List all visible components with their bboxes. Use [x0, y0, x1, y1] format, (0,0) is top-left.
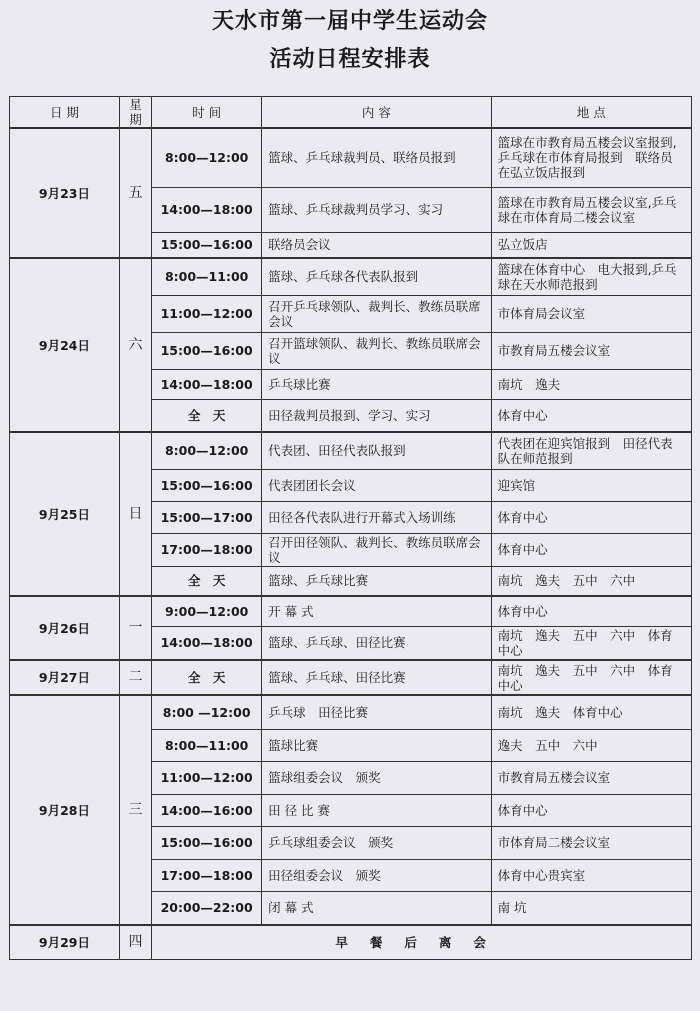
content-cell: 篮球比赛	[262, 729, 491, 761]
content-cell: 代表团团长会议	[262, 469, 491, 501]
table-header-row	[10, 97, 692, 129]
time-cell: 17:00—18:00	[152, 533, 262, 566]
content-cell: 乒乓球比赛	[262, 369, 491, 399]
document-title: 天水市第一届中学生运动会	[211, 8, 488, 34]
content-cell: 闭 幕 式	[262, 891, 491, 925]
time-cell: 11:00—12:00	[152, 295, 262, 332]
place-cell: 体育中心	[491, 533, 691, 566]
place-cell: 篮球在市教育局五楼会议室,乒乓球在市体育局二楼会议室	[491, 187, 691, 232]
place-cell: 篮球在体育中心 电大报到,乒乓球在天水师范报到	[491, 258, 691, 295]
place-cell: 体育中心	[491, 794, 691, 826]
table-row	[10, 596, 692, 626]
place-cell: 代表团在迎宾馆报到 田径代表队在师范报到	[491, 432, 691, 469]
place-cell: 体育中心贵宾室	[491, 859, 691, 891]
place-cell: 市体育局会议室	[491, 295, 691, 332]
place-cell: 市教育局五楼会议室	[491, 761, 691, 794]
header-date: 日 期	[10, 97, 120, 129]
time-cell: 14:00—18:00	[152, 626, 262, 660]
place-cell: 迎宾馆	[491, 469, 691, 501]
content-cell: 篮球、乒乓球、田径比赛	[262, 626, 491, 660]
content-cell: 召开篮球领队、裁判长、教练员联席会议	[262, 332, 491, 369]
time-cell: 17:00—18:00	[152, 859, 262, 891]
table-row	[10, 660, 692, 695]
content-cell: 田径组委会议 颁奖	[262, 859, 491, 891]
place-cell: 弘立饭店	[491, 232, 691, 258]
time-cell: 8:00—12:00	[152, 432, 262, 469]
time-cell: 15:00—16:00	[152, 826, 262, 859]
time-cell: 9:00—12:00	[152, 596, 262, 626]
content-cell: 田径各代表队进行开幕式入场训练	[262, 501, 491, 533]
time-cell: 8:00—11:00	[152, 729, 262, 761]
place-cell: 南坑 逸夫 五中 六中 体育中心	[491, 660, 691, 695]
date-cell: 9月26日	[10, 596, 120, 660]
content-cell: 篮球、乒乓球、田径比赛	[262, 660, 491, 695]
table-row	[10, 258, 692, 295]
weekday-cell: 五	[119, 128, 151, 258]
table-row	[10, 432, 692, 469]
weekday-cell: 四	[119, 925, 151, 959]
header-time: 时 间	[152, 97, 262, 129]
content-cell: 田 径 比 赛	[262, 794, 491, 826]
date-cell: 9月23日	[10, 128, 120, 258]
content-cell: 开 幕 式	[262, 596, 491, 626]
place-cell: 南坑 逸夫 五中 六中 体育中心	[491, 626, 691, 660]
time-cell: 全 天	[152, 660, 262, 695]
time-cell: 14:00—16:00	[152, 794, 262, 826]
date-cell: 9月24日	[10, 258, 120, 432]
table-row	[10, 128, 692, 187]
time-cell: 20:00—22:00	[152, 891, 262, 925]
content-cell: 篮球、乒乓球裁判员学习、实习	[262, 187, 491, 232]
place-cell: 逸夫 五中 六中	[491, 729, 691, 761]
date-cell: 9月25日	[10, 432, 120, 596]
content-cell: 召开乒乓球领队、裁判长、教练员联席会议	[262, 295, 491, 332]
weekday-cell: 二	[119, 660, 151, 695]
date-cell: 9月29日	[10, 925, 120, 959]
place-cell: 体育中心	[491, 399, 691, 432]
place-cell: 市教育局五楼会议室	[491, 332, 691, 369]
place-cell: 体育中心	[491, 596, 691, 626]
place-cell: 篮球在市教育局五楼会议室报到,乒乓球在市体育局报到 联络员在弘立饭店报到	[491, 128, 691, 187]
content-cell: 乒乓球 田径比赛	[262, 695, 491, 729]
schedule-body	[10, 128, 692, 959]
header-place: 地 点	[491, 97, 691, 129]
time-cell: 8:00 —12:00	[152, 695, 262, 729]
content-cell: 篮球组委会议 颁奖	[262, 761, 491, 794]
content-cell: 联络员会议	[262, 232, 491, 258]
date-cell: 9月27日	[10, 660, 120, 695]
weekday-cell: 三	[119, 695, 151, 925]
table-row	[10, 695, 692, 729]
place-cell: 南坑 逸夫 体育中心	[491, 695, 691, 729]
table-row	[10, 925, 692, 959]
time-cell: 15:00—17:00	[152, 501, 262, 533]
weekday-cell: 六	[119, 258, 151, 432]
place-cell: 市体育局二楼会议室	[491, 826, 691, 859]
content-cell: 代表团、田径代表队报到	[262, 432, 491, 469]
content-cell: 篮球、乒乓球裁判员、联络员报到	[262, 128, 491, 187]
content-cell: 篮球、乒乓球比赛	[262, 566, 491, 596]
date-cell: 9月28日	[10, 695, 120, 925]
place-cell: 南 坑	[491, 891, 691, 925]
time-cell: 11:00—12:00	[152, 761, 262, 794]
departure-note: 早餐后离会	[152, 925, 692, 959]
time-cell: 8:00—11:00	[152, 258, 262, 295]
content-cell: 篮球、乒乓球各代表队报到	[262, 258, 491, 295]
header-weekday: 星期	[119, 97, 151, 129]
weekday-cell: 一	[119, 596, 151, 660]
time-cell: 15:00—16:00	[152, 469, 262, 501]
document-subtitle: 活动日程安排表	[269, 46, 431, 72]
place-cell: 南坑 逸夫 五中 六中	[491, 566, 691, 596]
time-cell: 14:00—18:00	[152, 187, 262, 232]
content-cell: 田径裁判员报到、学习、实习	[262, 399, 491, 432]
time-cell: 15:00—16:00	[152, 332, 262, 369]
time-cell: 全 天	[152, 566, 262, 596]
schedule-table	[9, 96, 692, 960]
time-cell: 8:00—12:00	[152, 128, 262, 187]
time-cell: 全 天	[152, 399, 262, 432]
content-cell: 乒乓球组委会议 颁奖	[262, 826, 491, 859]
time-cell: 15:00—16:00	[152, 232, 262, 258]
place-cell: 南坑 逸夫	[491, 369, 691, 399]
header-content: 内 容	[262, 97, 491, 129]
weekday-cell: 日	[119, 432, 151, 596]
time-cell: 14:00—18:00	[152, 369, 262, 399]
content-cell: 召开田径领队、裁判长、教练员联席会议	[262, 533, 491, 566]
place-cell: 体育中心	[491, 501, 691, 533]
